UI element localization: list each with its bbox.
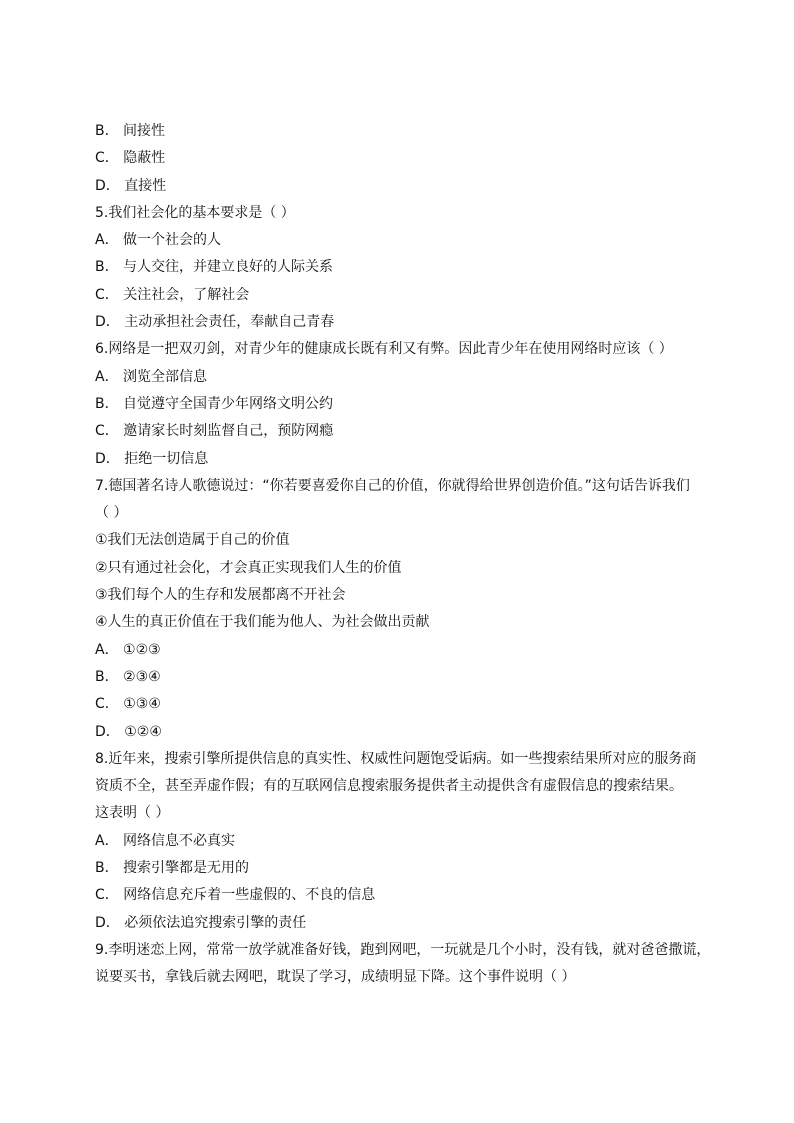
option-c-q8: C． 网络信息充斥着一些虚假的、不良的信息 [95, 887, 376, 904]
option-c-q7: C． ①③④ [95, 696, 161, 713]
statement-3-q7: ③我们每个人的生存和发展都离不开社会 [95, 587, 346, 604]
option-b-q7: B． ②③④ [95, 668, 161, 685]
option-b-q5: B． 与人交往，并建立良好的人际关系 [95, 259, 334, 276]
statement-4-q7: ④人生的真正价值在于我们能为他人、为社会做出贡献 [95, 614, 430, 631]
statement-1-q7: ①我们无法创造属于自己的价值 [95, 532, 290, 549]
option-a-q8: A． 网络信息不必真实 [95, 832, 236, 849]
question-7: 7.德国著名诗人歌德说过：“你若要喜爱你自己的价值，你就得给世界创造价值。”这句话告诉我们 [95, 477, 690, 494]
question-5: 5.我们社会化的基本要求是（ ） [95, 204, 295, 221]
option-c-q4: C． 隐蔽性 [95, 150, 166, 167]
option-a-q6: A． 浏览全部信息 [95, 368, 208, 385]
option-a-q7: A． ①②③ [95, 641, 161, 658]
option-d-q7: D． ①②④ [95, 723, 162, 740]
question-8-line-3: 这表明（ ） [95, 805, 170, 822]
option-a-q5: A． 做一个社会的人 [95, 232, 222, 249]
option-b-q4: B． 间接性 [95, 123, 166, 139]
option-c-q5: C． 关注社会，了解社会 [95, 286, 250, 303]
question-9-line-2: 说要买书，拿钱后就去网吧，耽误了学习，成绩明显下降。这个事件说明（ ） [95, 969, 576, 986]
option-d-q4: D． 直接性 [95, 177, 167, 194]
option-c-q6: C． 邀请家长时刻监督自己，预防网瘾 [95, 423, 334, 440]
statement-2-q7: ②只有通过社会化，才会真正实现我们人生的价值 [95, 559, 402, 576]
question-7-bracket: （ ） [95, 505, 128, 522]
question-9-line-1: 9.李明迷恋上网，常常一放学就准备好钱，跑到网吧，一玩就是几个小时，没有钱，就对爸爸撒谎， [95, 941, 711, 958]
option-b-q8: B． 搜索引擎都是无用的 [95, 860, 250, 877]
question-8-line-2: 资质不全，甚至弄虚作假；有的互联网信息搜索服务提供者主动提供含有虚假信息的搜索结果。 [95, 778, 683, 795]
option-b-q6: B． 自觉遵守全国青少年网络文明公约 [95, 395, 334, 412]
option-d-q6: D． 拒绝一切信息 [95, 450, 209, 467]
question-6: 6.网络是一把双刃剑，对青少年的健康成长既有利又有弊。因此青少年在使用网络时应该（ ） [95, 341, 673, 358]
option-d-q5: D． 主动承担社会责任，奉献自己青春 [95, 314, 335, 331]
option-d-q8: D． 必须依法追究搜索引擎的责任 [95, 914, 307, 931]
question-8-line-1: 8.近年来，搜索引擎所提供信息的真实性、权威性问题饱受诟病。如一些搜索结果所对应的服务商 [95, 750, 697, 767]
